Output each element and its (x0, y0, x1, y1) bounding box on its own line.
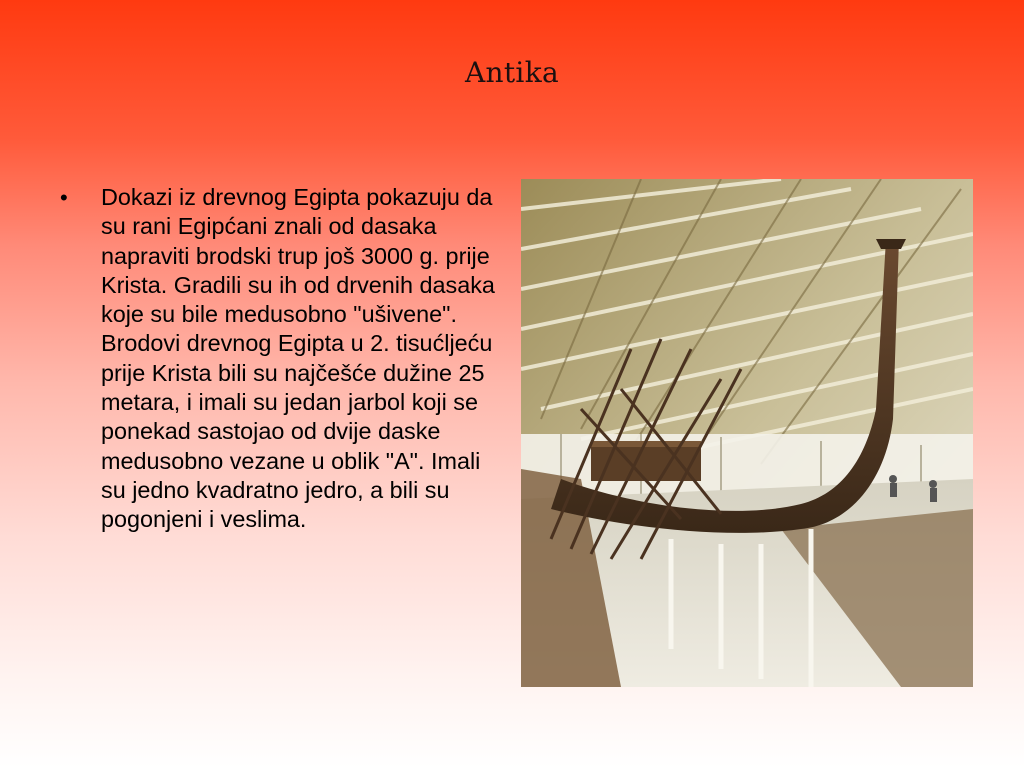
bullet-text: Dokazi iz drevnog Egipta pokazuju da su rani Egipćani znali od dasaka napraviti brodski trup još 3000 g. prije Krista. Gradili su ih od drvenih dasaka koje su bile medusobno "ušivene". Brodovi drevnog Egipta u 2. tisućljeću prije Krista bili su najčešće dužine 25 metara, i imali su jedan jarbol koji se ponekad sastojao od dvije daske medusobno vezane u oblik "A". Imali su jedno kvadratno jedro, a bili su pogonjeni i veslima. (101, 184, 495, 533)
bullet-list (60, 183, 500, 535)
bullet-item (60, 183, 500, 535)
boat-photo (521, 179, 973, 687)
slide-title: Antika (465, 56, 559, 89)
bullet-icon: • (60, 185, 68, 210)
